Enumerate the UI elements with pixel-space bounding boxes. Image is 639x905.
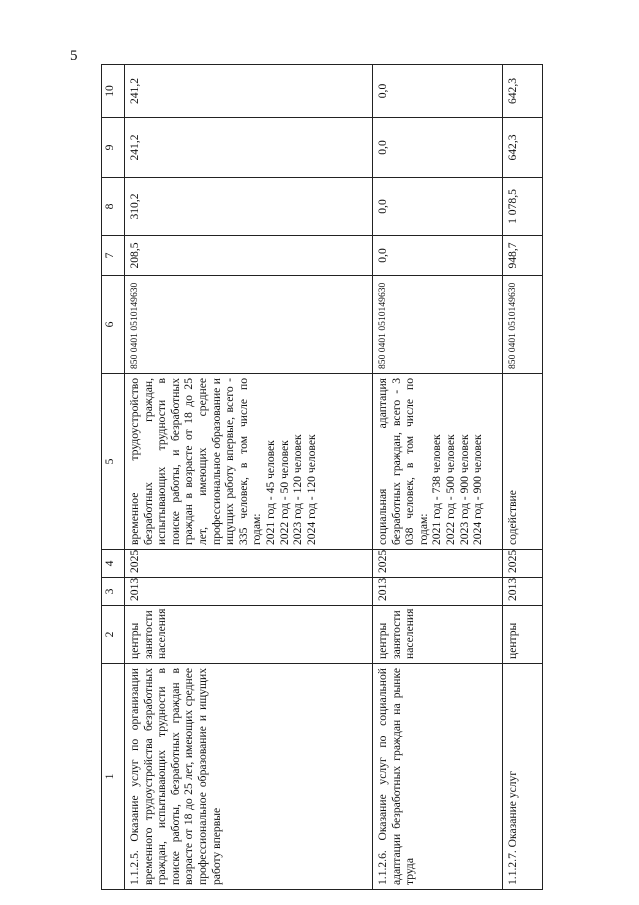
column-header-10: 10 <box>102 65 125 118</box>
table-row <box>373 65 503 890</box>
year-line: 2021 год - 738 человек <box>430 434 444 545</box>
value-col8: 310,2 <box>125 178 373 236</box>
value-col7: 208,5 <box>125 236 373 276</box>
header-row <box>102 65 125 890</box>
column-header-7: 7 <box>102 236 125 276</box>
indicator <box>503 374 543 550</box>
indicator-text: социальная адаптация безработных граждан, всего - 3 038 человек, в том числе по годам: <box>376 378 430 545</box>
page-number: 5 <box>70 48 78 64</box>
value-col9: 0,0 <box>373 118 503 178</box>
indicator <box>373 374 503 550</box>
budget-table-rotated <box>101 65 561 890</box>
table-row <box>503 65 543 890</box>
budget-code: 850 0401 0510149630 <box>373 276 503 374</box>
budget-code: 850 0401 0510149630 <box>503 276 543 374</box>
budget-table <box>101 64 543 890</box>
year-line: 2023 год - 120 человек <box>291 434 305 545</box>
activity-name: 1.1.2.7. Оказание услуг <box>503 664 543 890</box>
value-col8: 1 078,5 <box>503 178 543 236</box>
column-header-5: 5 <box>102 374 125 550</box>
value-col7: 0,0 <box>373 236 503 276</box>
column-header-8: 8 <box>102 178 125 236</box>
activity-name: 1.1.2.6. Оказание услуг по социальной адаптации безработных граждан на рынке труда <box>373 664 503 890</box>
indicator-text: содействие <box>506 490 519 545</box>
year-line: 2024 год - 120 человек <box>304 434 318 545</box>
year-line: 2024 год - 900 человек <box>471 434 485 545</box>
executor: центры занятости населения <box>373 606 503 664</box>
activity-name: 1.1.2.5. Оказание услуг по организации временного трудоустройства безработных граждан, испытывающих трудности в поиске работы, безработных граждан в возрасте от 18 до 25 лет, имеющих среднее профессиональное образование и ищущих работу впервые <box>125 664 373 890</box>
value-col10: 642,3 <box>503 65 543 118</box>
end-year: 2025 <box>373 550 503 578</box>
end-year: 2025 <box>503 550 543 578</box>
year-line: 2021 год - 45 человек <box>263 440 277 545</box>
indicator <box>125 374 373 550</box>
column-header-1: 1 <box>102 664 125 890</box>
value-col7: 948,7 <box>503 236 543 276</box>
column-header-9: 9 <box>102 118 125 178</box>
value-col9: 642,3 <box>503 118 543 178</box>
start-year: 2013 <box>373 578 503 606</box>
value-col8: 0,0 <box>373 178 503 236</box>
column-header-4: 4 <box>102 550 125 578</box>
column-header-3: 3 <box>102 578 125 606</box>
table-row <box>125 65 373 890</box>
value-col10: 241,2 <box>125 65 373 118</box>
year-line: 2022 год - 50 человек <box>277 440 291 545</box>
end-year: 2025 <box>125 550 373 578</box>
year-line: 2022 год - 500 человек <box>443 434 457 545</box>
column-header-6: 6 <box>102 276 125 374</box>
value-col10: 0,0 <box>373 65 503 118</box>
executor: центры <box>503 606 543 664</box>
column-header-2: 2 <box>102 606 125 664</box>
budget-code: 850 0401 0510149630 <box>125 276 373 374</box>
year-line: 2023 год - 900 человек <box>457 434 471 545</box>
executor: центры занятости населения <box>125 606 373 664</box>
value-col9: 241,2 <box>125 118 373 178</box>
start-year: 2013 <box>125 578 373 606</box>
indicator-text: временное трудоустройство безработных граждан, испытывающих трудности в поиске работы, и безработных граждан в возрасте от 18 до 25 лет, имеющих среднее профессиональное образование и ищущих работу впервые, всего - 335 человек, в том числе по годам: <box>128 378 264 545</box>
start-year: 2013 <box>503 578 543 606</box>
